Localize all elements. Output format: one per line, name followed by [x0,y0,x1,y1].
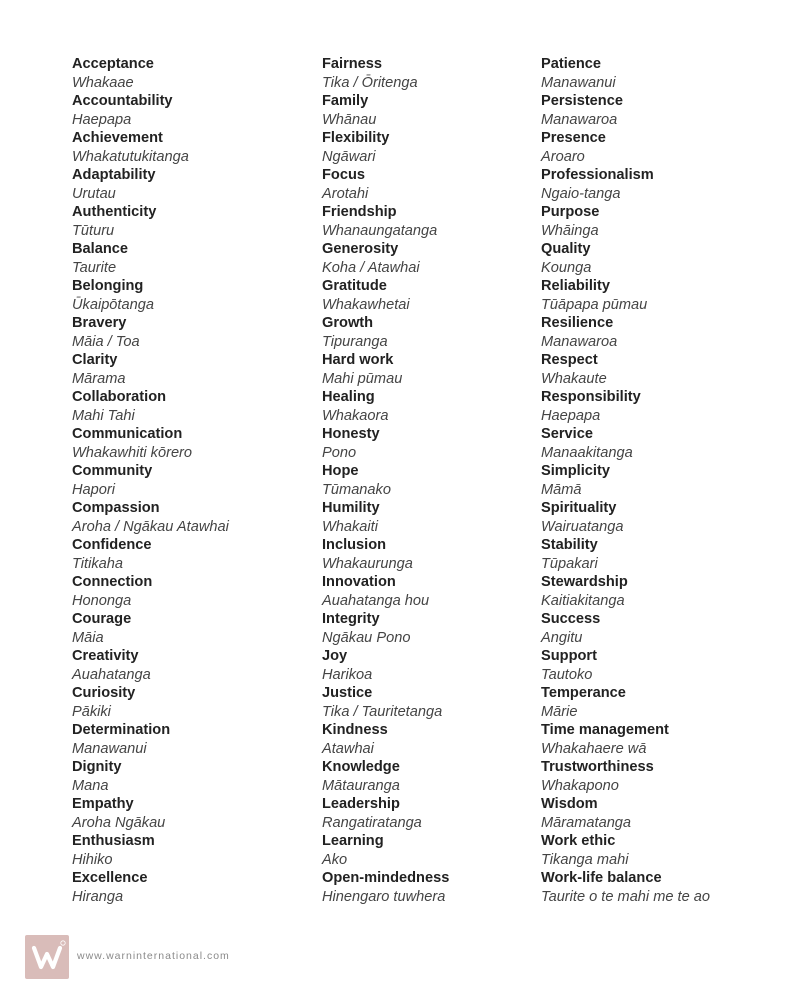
value-maori: Whakapono [541,777,619,794]
value-english: Temperance [541,685,626,701]
value-entry [72,462,229,499]
value-entry [541,536,710,573]
value-english: Family [322,93,369,109]
value-entry [322,869,449,906]
value-maori: Whakaae [72,74,134,91]
value-english: Knowledge [322,759,400,775]
value-entry [322,203,449,240]
w-logo-icon [25,935,69,979]
value-entry [322,536,449,573]
value-english: Inclusion [322,537,387,553]
value-entry [541,351,710,388]
value-entry [322,795,449,832]
value-entry [541,92,710,129]
value-english: Honesty [322,426,380,442]
value-entry [322,92,449,129]
value-maori: Tūmanako [322,481,391,498]
value-maori: Ūkaipōtanga [72,296,154,313]
value-english: Spirituality [541,500,617,516]
value-entry [72,499,229,536]
value-entry [72,240,229,277]
value-maori: Wairuatanga [541,518,624,535]
value-english: Simplicity [541,463,610,479]
value-entry [322,351,449,388]
value-english: Belonging [72,278,144,294]
value-english: Healing [322,389,375,405]
value-maori: Hapori [72,481,115,498]
value-maori: Ngākau Pono [322,629,411,646]
value-entry [541,166,710,203]
value-entry [72,351,229,388]
value-maori: Manawanui [72,740,147,757]
value-entry [72,203,229,240]
value-maori: Whakatutukitanga [72,148,189,165]
value-entry [322,425,449,462]
value-english: Community [72,463,153,479]
value-entry [541,869,710,906]
value-maori: Whāinga [541,222,599,239]
value-maori: Tūāpapa pūmau [541,296,648,313]
value-english: Leadership [322,796,400,812]
value-english: Patience [541,56,602,72]
value-maori: Auahatanga hou [322,592,430,609]
value-english: Acceptance [72,56,154,72]
value-maori: Whānau [322,111,377,128]
value-entry [72,795,229,832]
value-maori: Tūpakari [541,555,598,572]
value-maori: Hononga [72,592,132,609]
value-entry [541,277,710,314]
value-entry [541,758,710,795]
value-english: Curiosity [72,685,136,701]
value-english: Focus [322,167,365,183]
value-english: Innovation [322,574,396,590]
value-entry [72,832,229,869]
value-maori: Mārie [541,703,578,720]
value-maori: Whakawhetai [322,296,410,313]
value-entry [541,129,710,166]
value-entry [72,388,229,425]
value-entry [322,647,449,684]
value-maori: Māia [72,629,104,646]
value-maori: Manawaroa [541,333,618,350]
value-maori: Tika / Ōritenga [322,74,418,91]
value-maori: Aroaro [541,148,585,165]
value-english: Compassion [72,500,160,516]
value-entry [541,314,710,351]
value-entry [541,610,710,647]
value-english: Adaptability [72,167,156,183]
value-maori: Mārama [72,370,126,387]
value-entry [72,647,229,684]
value-english: Communication [72,426,183,442]
value-english: Kindness [322,722,388,738]
value-maori: Kaitiakitanga [541,592,625,609]
value-entry [322,721,449,758]
value-english: Humility [322,500,380,516]
value-english: Persistence [541,93,623,109]
value-maori: Rangatiratanga [322,814,422,831]
value-entry [72,721,229,758]
value-maori: Mahi pūmau [322,370,403,387]
value-entry [322,462,449,499]
value-maori: Ngaio-tanga [541,185,621,202]
value-maori: Tipuranga [322,333,388,350]
value-english: Purpose [541,204,600,220]
value-entry [322,610,449,647]
value-maori: Aroha Ngākau [72,814,166,831]
value-english: Connection [72,574,153,590]
value-maori: Aroha / Ngākau Atawhai [72,518,229,535]
value-maori: Taurite [72,259,117,276]
value-english: Balance [72,241,128,257]
value-english: Achievement [72,130,163,146]
value-maori: Tika / Tauritetanga [322,703,443,720]
value-entry [72,314,229,351]
footer [25,935,425,979]
value-english: Clarity [72,352,118,368]
value-maori: Tautoko [541,666,593,683]
value-english: Courage [72,611,132,627]
value-maori: Mahi Tahi [72,407,135,424]
value-entry [72,684,229,721]
value-maori: Titikaha [72,555,123,572]
value-maori: Haepapa [72,111,132,128]
value-maori: Kounga [541,259,592,276]
value-entry [72,869,229,906]
value-entry [322,758,449,795]
values-column-2 [322,55,449,906]
value-maori: Auahatanga [72,666,151,683]
value-entry [322,240,449,277]
value-maori: Haepapa [541,407,601,424]
value-english: Hope [322,463,359,479]
value-maori: Tūturu [72,222,115,239]
value-english: Work-life balance [541,870,662,886]
value-maori: Manaakitanga [541,444,633,461]
value-maori: Mātauranga [322,777,400,794]
value-maori: Hiranga [72,888,124,905]
value-maori: Māmā [541,481,582,498]
value-english: Responsibility [541,389,641,405]
value-entry [541,240,710,277]
value-english: Justice [322,685,373,701]
value-english: Stewardship [541,574,628,590]
value-maori: Ngāwari [322,148,376,165]
value-english: Time management [541,722,669,738]
value-maori: Urutau [72,185,116,202]
value-maori: Mana [72,777,109,794]
value-entry [322,832,449,869]
value-entry [72,129,229,166]
value-maori: Pākiki [72,703,111,720]
value-english: Empathy [72,796,134,812]
value-english: Growth [322,315,374,331]
value-entry [541,203,710,240]
value-english: Enthusiasm [72,833,155,849]
values-list [0,55,800,915]
value-english: Joy [322,648,348,664]
value-entry [541,721,710,758]
value-entry [322,55,449,92]
value-maori: Atawhai [322,740,374,757]
value-english: Flexibility [322,130,390,146]
value-entry [322,499,449,536]
value-entry [72,758,229,795]
value-maori: Arotahi [322,185,369,202]
value-maori: Māramatanga [541,814,632,831]
value-maori: Manawanui [541,74,616,91]
value-maori: Tikanga mahi [541,851,629,868]
value-english: Support [541,648,597,664]
value-english: Gratitude [322,278,387,294]
value-entry [322,388,449,425]
value-english: Friendship [322,204,397,220]
value-maori: Whakaiti [322,518,378,535]
value-maori: Hihiko [72,851,113,868]
value-entry [322,684,449,721]
value-entry [541,684,710,721]
value-english: Integrity [322,611,380,627]
value-maori: Harikoa [322,666,373,683]
value-english: Determination [72,722,171,738]
value-entry [72,166,229,203]
value-english: Learning [322,833,384,849]
value-english: Trustworthiness [541,759,654,775]
value-maori: Māia / Toa [72,333,140,350]
value-maori: Whanaungatanga [322,222,438,239]
value-english: Generosity [322,241,399,257]
value-english: Presence [541,130,606,146]
value-english: Service [541,426,593,442]
value-english: Stability [541,537,598,553]
value-entry [72,425,229,462]
values-column-3 [541,55,710,906]
value-english: Quality [541,241,591,257]
value-english: Authenticity [72,204,157,220]
value-english: Reliability [541,278,610,294]
value-entry [322,166,449,203]
value-entry [541,573,710,610]
value-entry [322,314,449,351]
value-entry [72,55,229,92]
value-english: Work ethic [541,833,616,849]
value-entry [72,92,229,129]
value-english: Respect [541,352,598,368]
value-entry [541,462,710,499]
value-maori: Whakaora [322,407,389,424]
value-english: Wisdom [541,796,598,812]
value-english: Creativity [72,648,139,664]
value-entry [322,277,449,314]
value-entry [72,277,229,314]
value-maori: Taurite o te mahi me te ao [541,888,711,905]
value-english: Collaboration [72,389,167,405]
value-english: Hard work [322,352,394,368]
value-entry [72,536,229,573]
value-entry [541,425,710,462]
website-url: www.warninternational.com [77,950,230,962]
value-maori: Pono [322,444,357,461]
value-maori: Hinengaro tuwhera [322,888,446,905]
value-maori: Koha / Atawhai [322,259,420,276]
value-entry [541,647,710,684]
value-english: Dignity [72,759,122,775]
value-english: Accountability [72,93,173,109]
value-entry [541,388,710,425]
value-english: Bravery [72,315,127,331]
value-entry [541,832,710,869]
value-entry [322,573,449,610]
value-english: Confidence [72,537,152,553]
value-english: Fairness [322,56,383,72]
value-maori: Ako [322,851,348,868]
value-english: Open-mindedness [322,870,450,886]
value-maori: Manawaroa [541,111,618,128]
value-entry [72,573,229,610]
value-maori: Whakahaere wā [541,740,647,757]
value-english: Excellence [72,870,148,886]
value-entry [541,795,710,832]
value-maori: Whakawhiti kōrero [72,444,193,461]
value-entry [541,499,710,536]
value-maori: Angitu [541,629,583,646]
value-entry [322,129,449,166]
value-maori: Whakaurunga [322,555,413,572]
value-maori: Whakaute [541,370,607,387]
value-english: Success [541,611,601,627]
value-entry [541,55,710,92]
value-english: Resilience [541,315,614,331]
value-entry [72,610,229,647]
values-column-1 [72,55,229,906]
value-english: Professionalism [541,167,654,183]
